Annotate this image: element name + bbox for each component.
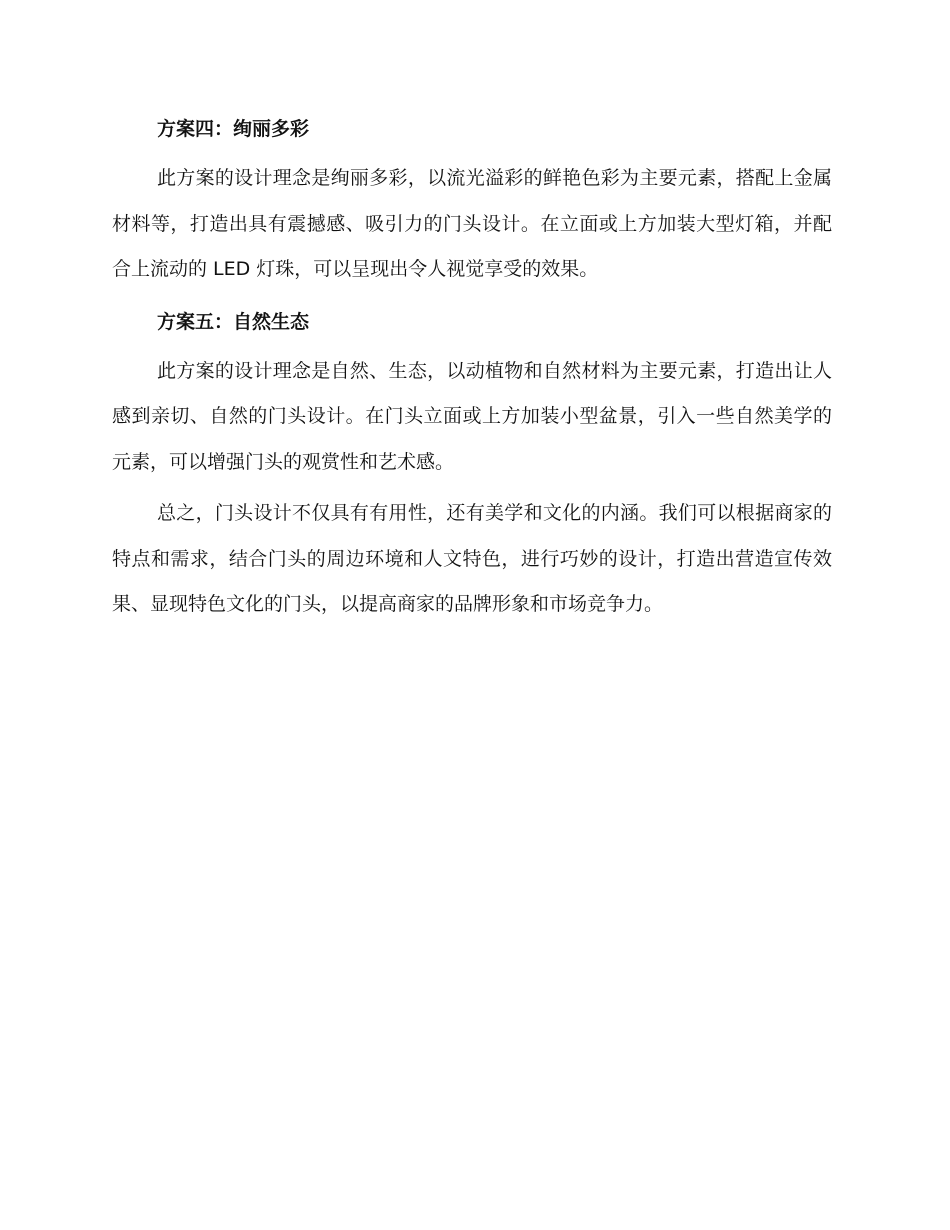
section-paragraph-scheme-5: 此方案的设计理念是自然、生态，以动植物和自然材料为主要元素，打造出让人感到亲切、自然的门头设计。在门头立面或上方加装小型盆景，引入一些自然美学的元素，可以增强门头的观赏性和艺术感。 <box>112 359 832 473</box>
conclusion-paragraph: 总之，门头设计不仅具有有用性，还有美学和文化的内涵。我们可以根据商家的特点和需求，结合门头的周边环境和人文特色，进行巧妙的设计，打造出营造宣传效果、显现特色文化的门头，以提高商家的品牌形象和市场竞争力。 <box>112 502 832 615</box>
section-paragraph-scheme-4: 此方案的设计理念是绚丽多彩，以流光溢彩的鲜艳色彩为主要元素，搭配上金属材料等，打造出具有震撼感、吸引力的门头设计。在立面或上方加装大型灯箱，并配合上流动的 LED 灯珠，可以呈现出令人视觉享受的效果。 <box>112 167 832 280</box>
section-heading-scheme-5: 方案五：自然生态 <box>157 310 310 333</box>
document-page <box>112 106 832 634</box>
section-heading-scheme-4: 方案四：绚丽多彩 <box>157 118 310 140</box>
